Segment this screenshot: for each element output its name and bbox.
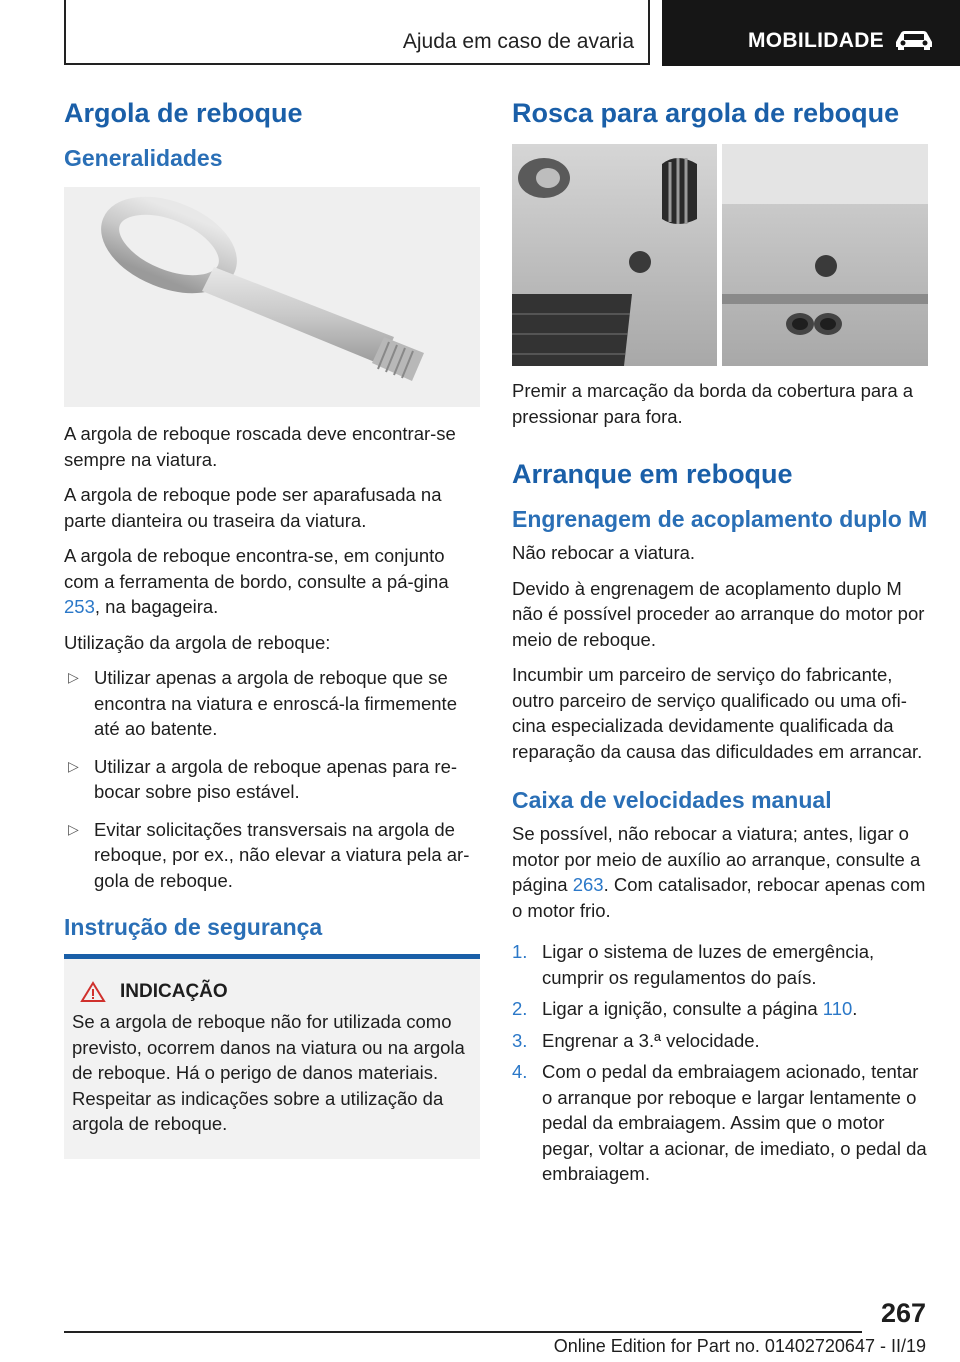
car-bumper-image: [512, 144, 928, 366]
car-icon: [892, 28, 936, 50]
paragraph: A argola de reboque pode ser aparafusada na parte dianteira ou traseira da viatura.: [64, 484, 442, 531]
step-item: 4. Com o pedal da embraiagem acionado, tentar o arranque por reboque e largar lentamente o pedal da embraiagem. Assim que o motor pegar, voltar a acionar, de imediato, o pedal da embraiagem.: [512, 1061, 927, 1184]
heading-manual: Caixa de velocidades manual: [512, 787, 832, 813]
paragraph: Utilização da argola de reboque:: [64, 631, 331, 653]
section-title: Ajuda em caso de avaria: [402, 30, 634, 53]
paragraph: A argola de reboque roscada deve encontrar-se sempre na viatura.: [64, 423, 456, 470]
header-mid-rule: [648, 0, 650, 64]
note-title: INDICAÇÃO: [120, 981, 228, 1002]
list-item: ▷ Utilizar apenas a argola de reboque que se encontra na viatura e enroscá-la firmemente até ao batente.: [68, 667, 457, 739]
page-link[interactable]: 263: [572, 874, 604, 895]
header-left-rule: [64, 0, 66, 64]
paragraph: Incumbir um parceiro de serviço do fabricante, outro parceiro de serviço qualificado ou uma ofi-cina especializada devidamente qualificada da reparação da causa das dificuldades em arrancar.: [512, 664, 923, 762]
heading-thread: Rosca para argola de reboque: [512, 98, 900, 128]
chapter-label: MOBILIDADE: [748, 29, 884, 52]
step-item: 3. Engrenar a 3.ª velocidade.: [512, 1029, 760, 1051]
header-bottom-rule: [64, 63, 650, 65]
step-item: 1. Ligar o sistema de luzes de emergência, cumprir os regulamentos do país.: [512, 941, 875, 988]
paragraph: Devido à engrenagem de acoplamento duplo M não é possível proceder ao arranque do motor por meio de reboque.: [512, 577, 925, 650]
chapter-tab: [662, 0, 960, 66]
step-item: 2. Ligar a ignição, consulte a página 110.: [512, 998, 858, 1019]
edition-text: Online Edition for Part no. 01402720647 - II/19: [553, 1336, 926, 1356]
triangle-bullet-icon: ▷: [68, 669, 79, 685]
tow-ring-illustration: [64, 187, 480, 407]
left-column: [64, 96, 480, 1159]
list-item: ▷ Evitar solicitações transversais na argola de reboque, por ex., não elevar a viatura pela ar-gola de reboque.: [68, 818, 470, 891]
bumper-photos: [512, 144, 928, 366]
paragraph: Não rebocar a viatura.: [512, 542, 696, 563]
usage-list: [64, 665, 480, 893]
triangle-bullet-icon: ▷: [68, 820, 79, 837]
heading-tow-start: Arranque em reboque: [512, 459, 793, 489]
heading-general: Generalidades: [64, 145, 223, 171]
paragraph-manual: Se possível, não rebocar a viatura; antes, ligar o motor por meio de auxílio ao arranque, consulte a página 263. Com catalisador, rebocar apenas com o motor frio.: [512, 823, 926, 921]
note-header: [72, 981, 470, 1003]
heading-tow-ring: Argola de reboque: [64, 98, 303, 128]
note-box: [64, 959, 480, 1159]
footer-rule: [64, 1331, 862, 1333]
page-link[interactable]: 253: [64, 596, 95, 617]
list-item: ▷ Utilizar a argola de reboque apenas para re-bocar sobre piso estável.: [68, 755, 458, 802]
steps-list: [512, 939, 928, 1187]
triangle-bullet-icon: ▷: [68, 757, 79, 774]
right-column: [512, 96, 928, 1193]
page-link[interactable]: 110: [822, 998, 853, 1019]
heading-safety: Instrução de segurança: [64, 914, 323, 940]
page-number: 267: [880, 1298, 926, 1328]
note-text: Se a argola de reboque não for utilizada como previsto, ocorrem danos na viatura ou na argola de reboque. Há o perigo de danos materiais. Respeitar as indicações sobre a utilização da argola de reboque.: [72, 1011, 465, 1134]
paragraph: Premir a marcação da borda da cobertura para a pressionar para fora.: [512, 380, 914, 427]
tow-ring-image: [64, 187, 480, 407]
heading-dct: Engrenagem de acoplamento duplo M: [512, 506, 928, 532]
warning-icon: [80, 981, 106, 1003]
paragraph-storage: A argola de reboque encontra-se, em conjunto com a ferramenta de bordo, consulte a pá-gina 253, na bagageira.: [64, 545, 449, 617]
